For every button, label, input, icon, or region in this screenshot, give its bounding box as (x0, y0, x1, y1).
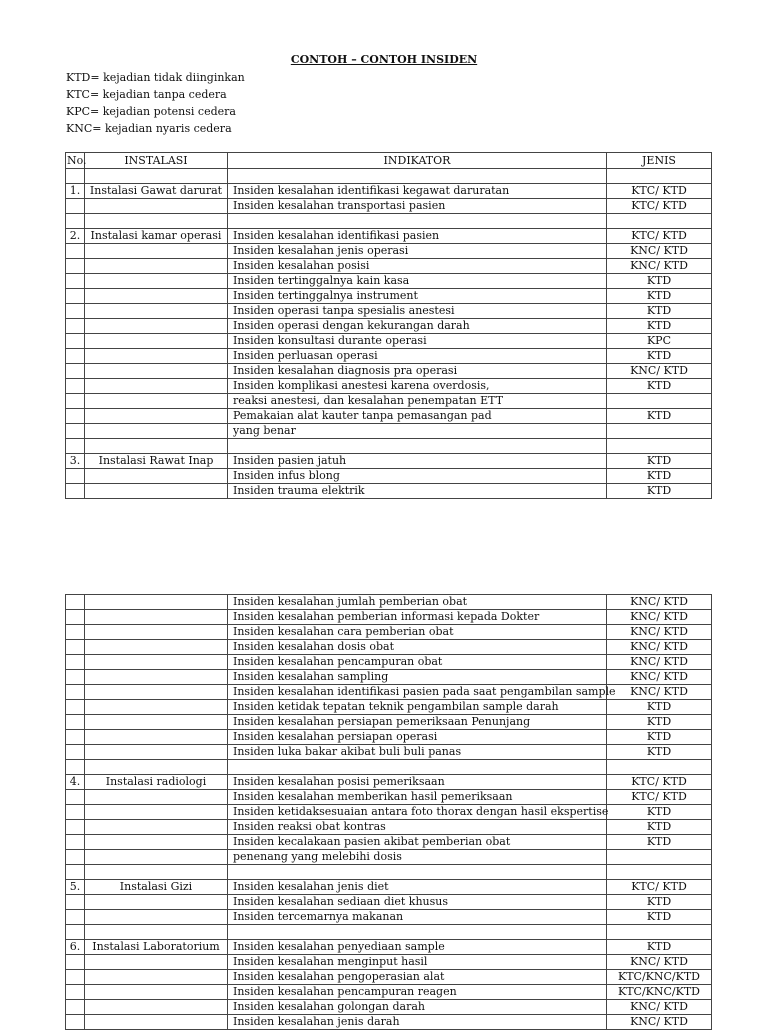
table-row (66, 289, 712, 304)
cell-jenis: KTD (607, 304, 712, 319)
cell-indikator (228, 925, 607, 940)
cell-no (66, 334, 85, 349)
table-row (66, 274, 712, 289)
cell-indikator: Insiden tertinggalnya kain kasa (228, 274, 607, 289)
cell-instalasi: Instalasi Gawat darurat (85, 184, 228, 199)
table-row (66, 775, 712, 790)
cell-indikator: Insiden kesalahan jenis diet (228, 880, 607, 895)
cell-no (66, 895, 85, 910)
cell-indikator: Insiden kesalahan jenis operasi (228, 244, 607, 259)
cell-jenis: KTD (607, 700, 712, 715)
cell-jenis (607, 760, 712, 775)
cell-indikator: penenang yang melebihi dosis (228, 850, 607, 865)
cell-indikator: Insiden kesalahan identifikasi kegawat daruratan (228, 184, 607, 199)
cell-instalasi (85, 1000, 228, 1015)
cell-instalasi: Instalasi kamar operasi (85, 229, 228, 244)
cell-jenis (607, 850, 712, 865)
cell-indikator: Insiden tercemarnya makanan (228, 910, 607, 925)
table-row (66, 880, 712, 895)
cell-instalasi (85, 304, 228, 319)
cell-no (66, 319, 85, 334)
cell-no: 2. (66, 229, 85, 244)
cell-jenis: KTD (607, 289, 712, 304)
cell-no (66, 835, 85, 850)
table-row (66, 985, 712, 1000)
cell-indikator: Insiden ketidak tepatan teknik pengambilan sample darah (228, 700, 607, 715)
cell-jenis: KTD (607, 379, 712, 394)
cell-instalasi (85, 820, 228, 835)
cell-instalasi (85, 364, 228, 379)
cell-indikator: Insiden kesalahan cara pemberian obat (228, 625, 607, 640)
document-title: CONTOH – CONTOH INSIDEN (290, 53, 478, 66)
table-row (66, 214, 712, 229)
header-jenis: JENIS (607, 153, 712, 169)
cell-jenis: KTC/ KTD (607, 229, 712, 244)
cell-instalasi (85, 685, 228, 700)
cell-no (66, 409, 85, 424)
table-row (66, 970, 712, 985)
table-row (66, 670, 712, 685)
table-row (66, 244, 712, 259)
cell-indikator: Pemakaian alat kauter tanpa pemasangan pad (228, 409, 607, 424)
cell-indikator: Insiden kesalahan persiapan pemeriksaan Penunjang (228, 715, 607, 730)
cell-instalasi (85, 349, 228, 364)
cell-indikator: Insiden operasi tanpa spesialis anestesi (228, 304, 607, 319)
cell-instalasi (85, 169, 228, 184)
cell-indikator: Insiden pasien jatuh (228, 454, 607, 469)
cell-no (66, 199, 85, 214)
legend-item-kpc: KPC= kejadian potensi cedera (66, 105, 236, 118)
cell-jenis (607, 925, 712, 940)
cell-jenis (607, 424, 712, 439)
cell-instalasi (85, 850, 228, 865)
table-row (66, 1015, 712, 1030)
cell-indikator: Insiden luka bakar akibat buli buli panas (228, 745, 607, 760)
cell-no (66, 970, 85, 985)
cell-instalasi (85, 610, 228, 625)
table-row (66, 229, 712, 244)
cell-indikator: reaksi anestesi, dan kesalahan penempatan ETT (228, 394, 607, 409)
cell-indikator: Insiden tertinggalnya instrument (228, 289, 607, 304)
incident-table-part-2 (65, 594, 712, 1030)
table-row (66, 850, 712, 865)
cell-jenis: KTD (607, 484, 712, 499)
cell-no (66, 304, 85, 319)
cell-instalasi: Instalasi Gizi (85, 880, 228, 895)
cell-indikator: Insiden kesalahan jenis darah (228, 1015, 607, 1030)
cell-no (66, 865, 85, 880)
cell-no (66, 685, 85, 700)
cell-no (66, 439, 85, 454)
cell-indikator: Insiden kesalahan diagnosis pra operasi (228, 364, 607, 379)
cell-instalasi (85, 655, 228, 670)
cell-indikator: yang benar (228, 424, 607, 439)
table-row (66, 439, 712, 454)
table-row (66, 259, 712, 274)
cell-no: 1. (66, 184, 85, 199)
cell-jenis: KPC (607, 334, 712, 349)
cell-no (66, 259, 85, 274)
cell-indikator: Insiden trauma elektrik (228, 484, 607, 499)
abbreviation-legend (66, 69, 245, 137)
table-row (66, 484, 712, 499)
cell-indikator: Insiden kesalahan pencampuran obat (228, 655, 607, 670)
cell-instalasi (85, 259, 228, 274)
cell-indikator: Insiden kesalahan menginput hasil (228, 955, 607, 970)
cell-no (66, 289, 85, 304)
header-indikator: INDIKATOR (228, 153, 607, 169)
cell-indikator: Insiden kesalahan pengoperasian alat (228, 970, 607, 985)
cell-no (66, 805, 85, 820)
cell-jenis (607, 214, 712, 229)
cell-indikator: Insiden kesalahan penyediaan sample (228, 940, 607, 955)
cell-no (66, 655, 85, 670)
cell-indikator: Insiden kesalahan pencampuran reagen (228, 985, 607, 1000)
cell-jenis (607, 169, 712, 184)
table-row (66, 685, 712, 700)
cell-instalasi: Instalasi radiologi (85, 775, 228, 790)
cell-indikator: Insiden konsultasi durante operasi (228, 334, 607, 349)
table-row (66, 364, 712, 379)
cell-instalasi (85, 895, 228, 910)
cell-indikator: Insiden kesalahan dosis obat (228, 640, 607, 655)
cell-no (66, 484, 85, 499)
cell-no (66, 1015, 85, 1030)
cell-jenis: KTD (607, 805, 712, 820)
table-row (66, 334, 712, 349)
cell-indikator: Insiden kesalahan posisi (228, 259, 607, 274)
cell-indikator: Insiden kesalahan identifikasi pasien (228, 229, 607, 244)
cell-jenis: KTD (607, 274, 712, 289)
cell-jenis: KTD (607, 319, 712, 334)
header-instalasi: INSTALASI (85, 153, 228, 169)
cell-instalasi (85, 715, 228, 730)
table-row (66, 184, 712, 199)
table-row (66, 745, 712, 760)
cell-instalasi (85, 790, 228, 805)
table-row (66, 304, 712, 319)
cell-instalasi (85, 214, 228, 229)
cell-jenis (607, 439, 712, 454)
table-row (66, 730, 712, 745)
cell-jenis: KTC/ KTD (607, 775, 712, 790)
cell-jenis (607, 865, 712, 880)
table-row (66, 169, 712, 184)
cell-indikator (228, 760, 607, 775)
table-row (66, 610, 712, 625)
table-row (66, 595, 712, 610)
cell-instalasi (85, 625, 228, 640)
cell-jenis: KTC/KNC/KTD (607, 985, 712, 1000)
header-no: No. (67, 153, 87, 167)
cell-no (66, 955, 85, 970)
table-row (66, 925, 712, 940)
cell-no (66, 745, 85, 760)
cell-instalasi (85, 379, 228, 394)
cell-indikator: Insiden kesalahan pemberian informasi kepada Dokter (228, 610, 607, 625)
cell-no (66, 274, 85, 289)
cell-jenis: KTD (607, 895, 712, 910)
cell-instalasi (85, 760, 228, 775)
cell-no (66, 820, 85, 835)
cell-instalasi: Instalasi Rawat Inap (85, 454, 228, 469)
cell-instalasi: Instalasi Laboratorium (85, 940, 228, 955)
table-row (66, 910, 712, 925)
table-header-row (66, 153, 712, 169)
cell-indikator: Insiden kesalahan posisi pemeriksaan (228, 775, 607, 790)
table-row (66, 640, 712, 655)
table-row (66, 655, 712, 670)
cell-jenis: KNC/ KTD (607, 625, 712, 640)
cell-jenis: KTD (607, 910, 712, 925)
cell-no: 4. (66, 775, 85, 790)
cell-instalasi (85, 334, 228, 349)
table-row (66, 865, 712, 880)
cell-jenis: KNC/ KTD (607, 610, 712, 625)
cell-indikator: Insiden komplikasi anestesi karena overdosis, (228, 379, 607, 394)
cell-no (66, 469, 85, 484)
cell-jenis: KTD (607, 730, 712, 745)
cell-no: 5. (66, 880, 85, 895)
legend-item-ktc: KTC= kejadian tanpa cedera (66, 88, 227, 101)
cell-indikator: Insiden kesalahan memberikan hasil pemeriksaan (228, 790, 607, 805)
table-row (66, 625, 712, 640)
cell-indikator: Insiden kesalahan golongan darah (228, 1000, 607, 1015)
cell-instalasi (85, 925, 228, 940)
cell-instalasi (85, 595, 228, 610)
cell-no (66, 244, 85, 259)
table-row (66, 199, 712, 214)
cell-no (66, 850, 85, 865)
cell-instalasi (85, 730, 228, 745)
cell-no (66, 730, 85, 745)
cell-indikator: Insiden kesalahan persiapan operasi (228, 730, 607, 745)
cell-jenis: KNC/ KTD (607, 364, 712, 379)
table-row (66, 760, 712, 775)
cell-indikator: Insiden kesalahan sampling (228, 670, 607, 685)
cell-instalasi (85, 409, 228, 424)
cell-jenis: KNC/ KTD (607, 244, 712, 259)
table-row (66, 700, 712, 715)
cell-jenis: KTD (607, 745, 712, 760)
cell-indikator: Insiden infus blong (228, 469, 607, 484)
cell-no: 3. (66, 454, 85, 469)
cell-indikator: Insiden ketidaksesuaian antara foto thorax dengan hasil ekspertise (228, 805, 607, 820)
cell-indikator (228, 865, 607, 880)
table-row (66, 835, 712, 850)
cell-no (66, 625, 85, 640)
cell-no (66, 349, 85, 364)
cell-no (66, 670, 85, 685)
cell-instalasi (85, 289, 228, 304)
cell-no (66, 1000, 85, 1015)
cell-no (66, 790, 85, 805)
cell-instalasi (85, 244, 228, 259)
cell-indikator (228, 214, 607, 229)
cell-jenis: KTD (607, 409, 712, 424)
cell-jenis: KTD (607, 469, 712, 484)
cell-no (66, 394, 85, 409)
cell-no (66, 379, 85, 394)
table-row (66, 715, 712, 730)
cell-jenis: KTD (607, 454, 712, 469)
cell-instalasi (85, 484, 228, 499)
incident-table-part-1 (65, 152, 712, 499)
cell-instalasi (85, 745, 228, 760)
cell-instalasi (85, 670, 228, 685)
cell-jenis: KTC/ KTD (607, 880, 712, 895)
cell-no (66, 715, 85, 730)
cell-no (66, 364, 85, 379)
cell-jenis: KNC/ KTD (607, 685, 712, 700)
cell-no (66, 610, 85, 625)
cell-jenis: KTD (607, 715, 712, 730)
table-row (66, 424, 712, 439)
cell-instalasi (85, 1015, 228, 1030)
cell-jenis: KNC/ KTD (607, 655, 712, 670)
cell-instalasi (85, 835, 228, 850)
cell-jenis: KNC/ KTD (607, 640, 712, 655)
cell-jenis: KTC/KNC/KTD (607, 970, 712, 985)
cell-instalasi (85, 970, 228, 985)
cell-no (66, 169, 85, 184)
table-row (66, 940, 712, 955)
cell-jenis: KNC/ KTD (607, 955, 712, 970)
cell-instalasi (85, 805, 228, 820)
cell-jenis: KTD (607, 349, 712, 364)
cell-instalasi (85, 955, 228, 970)
cell-jenis: KTD (607, 940, 712, 955)
cell-instalasi (85, 700, 228, 715)
table-row (66, 394, 712, 409)
table-row (66, 895, 712, 910)
cell-instalasi (85, 319, 228, 334)
cell-instalasi (85, 985, 228, 1000)
cell-no (66, 760, 85, 775)
table-row (66, 454, 712, 469)
cell-indikator: Insiden kecalakaan pasien akibat pemberian obat (228, 835, 607, 850)
cell-indikator (228, 169, 607, 184)
cell-no (66, 985, 85, 1000)
cell-instalasi (85, 424, 228, 439)
table-row (66, 349, 712, 364)
table-row (66, 955, 712, 970)
table-row (66, 469, 712, 484)
cell-instalasi (85, 394, 228, 409)
cell-jenis: KNC/ KTD (607, 1000, 712, 1015)
table-row (66, 805, 712, 820)
cell-jenis (607, 394, 712, 409)
cell-no (66, 910, 85, 925)
cell-jenis: KTD (607, 820, 712, 835)
legend-item-ktd: KTD= kejadian tidak diinginkan (66, 71, 245, 84)
cell-indikator: Insiden kesalahan identifikasi pasien pada saat pengambilan sample (228, 685, 607, 700)
cell-instalasi (85, 199, 228, 214)
table-row (66, 379, 712, 394)
cell-jenis: KTC/ KTD (607, 184, 712, 199)
cell-jenis: KNC/ KTD (607, 595, 712, 610)
cell-indikator: Insiden kesalahan transportasi pasien (228, 199, 607, 214)
table-row (66, 319, 712, 334)
cell-jenis: KNC/ KTD (607, 1015, 712, 1030)
cell-instalasi (85, 910, 228, 925)
cell-indikator (228, 439, 607, 454)
table-row (66, 409, 712, 424)
cell-indikator: Insiden perluasan operasi (228, 349, 607, 364)
cell-jenis: KTD (607, 835, 712, 850)
cell-instalasi (85, 274, 228, 289)
table-row (66, 820, 712, 835)
cell-jenis: KTC/ KTD (607, 199, 712, 214)
cell-instalasi (85, 865, 228, 880)
cell-jenis: KNC/ KTD (607, 670, 712, 685)
cell-no (66, 424, 85, 439)
cell-no (66, 640, 85, 655)
cell-jenis: KTC/ KTD (607, 790, 712, 805)
cell-instalasi (85, 469, 228, 484)
legend-item-knc: KNC= kejadian nyaris cedera (66, 122, 232, 135)
cell-no (66, 925, 85, 940)
cell-jenis: KNC/ KTD (607, 259, 712, 274)
cell-no (66, 700, 85, 715)
cell-indikator: Insiden kesalahan jumlah pemberian obat (228, 595, 607, 610)
cell-indikator: Insiden kesalahan sediaan diet khusus (228, 895, 607, 910)
cell-no: 6. (66, 940, 85, 955)
table-row (66, 790, 712, 805)
table-row (66, 1000, 712, 1015)
cell-instalasi (85, 439, 228, 454)
cell-no (66, 595, 85, 610)
cell-indikator: Insiden operasi dengan kekurangan darah (228, 319, 607, 334)
cell-no (66, 214, 85, 229)
cell-indikator: Insiden reaksi obat kontras (228, 820, 607, 835)
cell-instalasi (85, 640, 228, 655)
